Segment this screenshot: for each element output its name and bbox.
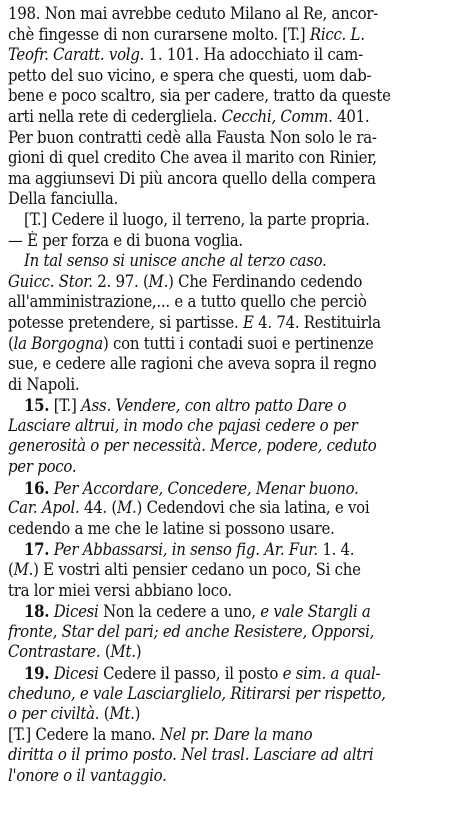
text-line: — È per forza e di buona voglia. [8,230,243,250]
sense-15 [8,395,462,477]
text-line: petto del suo vicino, e spera che questi, uom dab- [8,65,372,85]
terzo-caso-paragraph [8,251,462,395]
text-line: potesse pretendere, si partisse. E 4. 74. Restituirla [8,312,381,332]
text-line: chè fingesse di non curarsene molto. [T.] Ricc. L. [8,24,365,44]
text-line: cedendo a me che le latine si possono usare. [8,518,335,538]
text-line: In tal senso si unisce anche al terzo caso. [24,251,327,271]
text-line: cheduno, e vale Lasciarglielo, Ritirarsi per rispetto, [8,683,386,703]
sense-18 [8,601,462,663]
sense-19 [8,663,462,787]
text-line: all'amministrazione,... e a tutto quello che perciò [8,292,367,312]
text-line: 15. [T.] Ass. Vendere, con altro patto Dare o [24,395,347,416]
text-line: generosità o per necessità. Merce, podere, ceduto [8,436,377,456]
text-line: [T.] Cedere il luogo, il terreno, la parte propria. [24,209,370,229]
text-line: Per buon contratti cedè alla Fausta Non solo le ra- [8,127,377,147]
text-line: o per civiltà. (Mt.) [8,704,141,724]
entry-continuation [8,4,462,210]
text-line: Car. Apol. 44. (M.) Cedendovi che sia latina, e voi [8,498,370,518]
text-line: [T.] Cedere la mano. Nel pr. Dare la mano [8,724,313,744]
text-line: tra lor miei versi abbiano loco. [8,580,232,600]
text-line: 198. Non mai avrebbe ceduto Milano al Re, ancor- [8,4,379,23]
text-line: l'onore o il vantaggio. [8,765,167,785]
text-line: 18. Dicesi Non la cedere a uno, e vale Stargli a [24,601,371,622]
text-line: bene e poco scaltro, sia per cadere, tratto da queste [8,86,391,106]
subsense-t [8,210,462,251]
text-line: 17. Per Abbassarsi, in senso fig. Ar. Fur. 1. 4. [24,539,355,560]
text-line: gioni di quel credito Che avea il marito con Rinier, [8,148,377,168]
text-line: (la Borgogna) con tutti i contadi suoi e pertinenze [8,333,374,353]
text-line: Guicc. Stor. 2. 97. (M.) Che Ferdinando cedendo [8,271,363,291]
text-line: diritta o il primo posto. Nel trasl. Lasciare ad altri [8,745,374,765]
text-line: Della fanciulla. [8,189,118,209]
text-line: Contrastare. (Mt.) [8,642,142,662]
text-line: di Napoli. [8,374,80,394]
text-line: per poco. [8,457,77,477]
text-line: ma aggiunsevi Di più ancora quello della compera [8,168,376,188]
text-line: 19. Dicesi Cedere il passo, il posto e sim. a qual- [24,663,381,683]
text-line: sue, e cedere alle ragioni che aveva sopra il regno [8,354,377,374]
text-line: 16. Per Accordare, Concedere, Menar buono. [24,477,359,498]
text-line: Teofr. Caratt. volg. 1. 101. Ha adocchiato il cam- [8,45,363,65]
text-line: arti nella rete di cedergliela. Cecchi, Comm. 401. [8,106,370,126]
sense-17 [8,539,462,601]
text-line: Lasciare altrui, in modo che pajasi cedere o per [8,415,358,435]
text-line: fronte, Star del pari; ed anche Resistere, Opporsi, [8,621,375,641]
text-line: (M.) E vostri alti pensier cedano un poco, Si che [8,560,361,580]
sense-16 [8,478,462,540]
